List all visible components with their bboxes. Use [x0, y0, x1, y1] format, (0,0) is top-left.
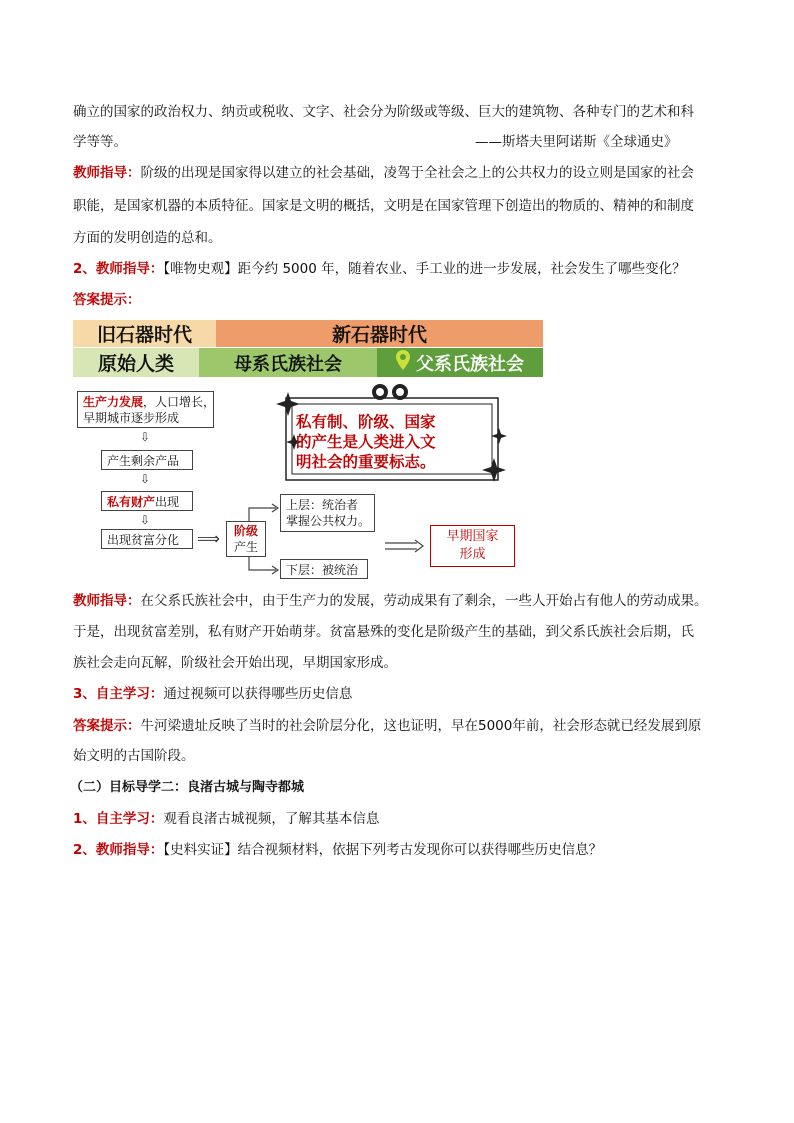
callout-line-3: 明社会的重要标志。: [296, 453, 436, 471]
item-number: 1、: [73, 811, 96, 827]
item-2b-question: [73, 839, 723, 861]
flow-box-surplus: 产生剩余产品: [101, 450, 193, 470]
callout-line-2: 的产生是人类进入文: [296, 433, 436, 451]
self-study-label: 自主学习：: [95, 811, 164, 827]
arrow-down-icon: ⇩: [140, 472, 151, 486]
teacher-note-2-line-3: 族社会走向瓦解，阶级社会开始出现，早期国家形成。: [73, 655, 397, 671]
era-primitive: 原始人类: [73, 348, 199, 377]
item-number: 2、: [73, 261, 96, 277]
flow-box-lower-class: 下层：被统治: [280, 559, 368, 579]
era-matriarchal: 母系氏族社会: [199, 348, 377, 377]
item-number: 2、: [73, 842, 96, 858]
item-2-question: [73, 258, 723, 280]
item-2-text: 【唯物史观】距今约 5000 年，随着农业、手工业的进一步发展，社会发生了哪些变化？: [163, 261, 686, 277]
flow-box-productivity-rest: ，人口增长，: [143, 395, 216, 409]
flow-box-state-line2: 形成: [459, 547, 486, 562]
answer-hint-2-text: 牛河梁遗址反映了当时的社会阶层分化，这也证明，早在5000年前，社会形态就已经发展到原: [140, 718, 702, 734]
quote-line-2-text: 学等等。: [73, 134, 127, 150]
location-pin-icon: [396, 350, 410, 375]
answer-label: 答案提示：: [73, 292, 141, 308]
teacher-label: 教师指导：: [95, 842, 164, 858]
arrow-down-icon: ⇩: [140, 513, 151, 527]
teacher-note-1-line-1: [73, 162, 723, 184]
teacher-label: 教师指导：: [73, 165, 141, 181]
era-patriarchal-label: 父系氏族社会: [416, 353, 524, 375]
era-new-stone: 新石器时代: [216, 320, 543, 347]
answer-hint-2-line-2: 始文明的古国阶段。: [73, 748, 195, 764]
item-3-question: [73, 683, 723, 705]
era-table: [73, 320, 543, 377]
callout-text: [296, 412, 486, 472]
flow-box-private-property-rest: 出现: [155, 495, 180, 509]
flow-box-productivity-red: 生产力发展: [83, 395, 144, 409]
flow-box-upper-line1: 上层：统治者: [286, 498, 359, 512]
flow-box-wealth-gap: 出现贫富分化: [101, 529, 193, 549]
teacher-note-1-line-3: 方面的发明创造的总和。: [73, 230, 222, 246]
item-number: 3、: [73, 686, 96, 702]
flow-box-upper-line2: 掌握公共权力。: [286, 514, 371, 528]
teacher-label: 教师指导：: [95, 261, 164, 277]
flow-box-state-line1: 早期国家: [446, 529, 499, 544]
flow-box-class-line1: 阶级: [233, 524, 258, 538]
flow-box-upper-class: [280, 494, 375, 532]
item-1b-question: [73, 808, 723, 830]
arrow-right-icon: ⟹: [197, 529, 220, 548]
teacher-note-1-text: 阶级的出现是国家得以建立的社会基础，凌驾于全社会之上的公共权力的设立则是国家的社会: [140, 165, 694, 181]
item-1b-text: 观看良渚古城视频，了解其基本信息: [163, 811, 380, 827]
section-2-title: （二）目标导学二：良渚古城与陶寺都城: [70, 780, 305, 795]
era-patriarchal: [377, 348, 543, 377]
quote-line-1: 确立的国家的政治权力、纳贡或税收、文字、社会分为阶级或等级、巨大的建筑物、各种专门的艺术和科: [73, 104, 694, 120]
flow-box-productivity: [77, 391, 214, 428]
flow-box-productivity-line2: 早期城市逐步形成: [83, 411, 180, 425]
callout-line-1: 私有制、阶级、国家: [296, 413, 436, 431]
arrow-down-icon: ⇩: [140, 430, 151, 444]
teacher-label: 教师指导：: [73, 593, 141, 609]
answer-hint-2-line-1: [73, 715, 723, 737]
quote-line-2: [73, 131, 723, 153]
era-old-stone: 旧石器时代: [73, 320, 216, 347]
flow-box-early-state: [430, 525, 515, 567]
self-study-label: 自主学习：: [95, 686, 164, 702]
flow-box-private-property: [101, 491, 193, 511]
teacher-note-2-text: 在父系氏族社会中，由于生产力的发展，劳动成果有了剩余，一些人开始占有他人的劳动成果。: [140, 593, 708, 609]
flow-box-class-line2: 产生: [233, 540, 258, 554]
quote-source: ——斯塔夫里阿诺斯《全球通史》: [475, 134, 678, 150]
flow-box-private-property-red: 私有财产: [107, 495, 156, 509]
answer-label: 答案提示：: [73, 718, 141, 734]
teacher-note-2-line-1: [73, 590, 723, 612]
item-2b-text: 【史料实证】结合视频材料，依据下列考古发现你可以获得哪些历史信息？: [163, 842, 603, 858]
answer-hint-label-1: [73, 289, 723, 311]
branch-arrows: [244, 500, 284, 580]
teacher-note-1-line-2: 职能，是国家机器的本质特征。国家是文明的概括，文明是在国家管理下创造出的物质的、精神的和制度: [73, 198, 694, 214]
item-3-text: 通过视频可以获得哪些历史信息: [163, 686, 353, 702]
arrow-right-icon: [385, 538, 425, 557]
teacher-note-2-line-2: 于是，出现贫富差别，私有财产开始萌芽。贫富悬殊的变化是阶级产生的基础，到父系氏族社会后期，氏: [73, 624, 694, 640]
